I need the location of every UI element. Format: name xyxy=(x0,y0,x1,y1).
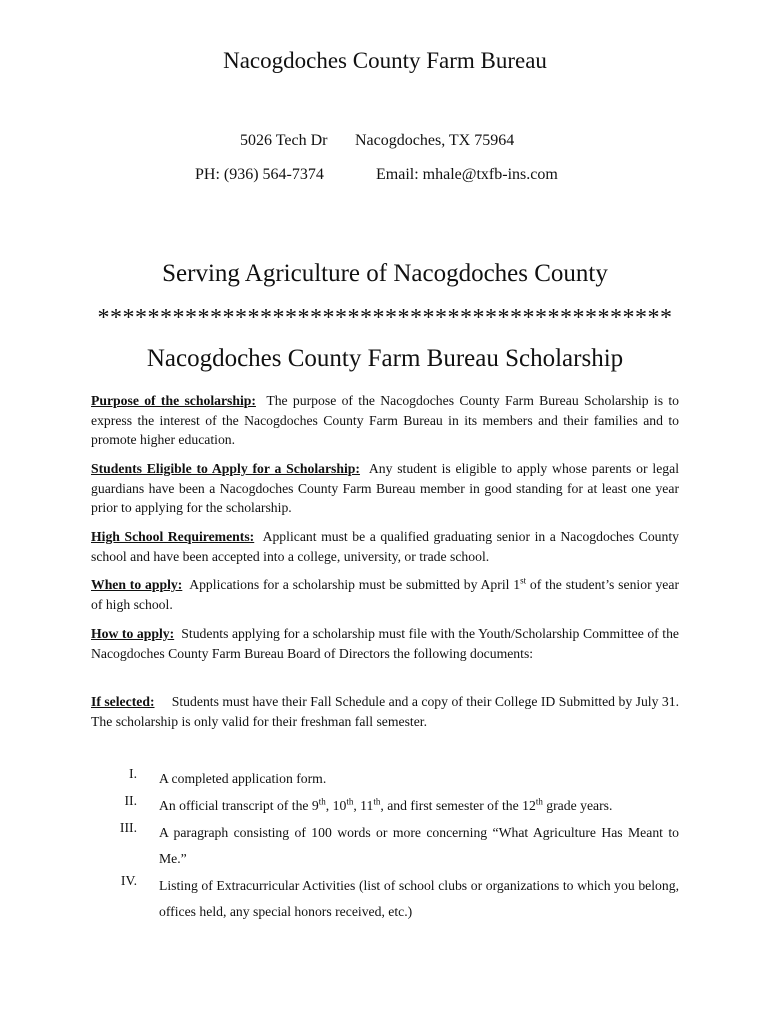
email-address: Email: mhale@txfb-ins.com xyxy=(376,166,558,183)
section-text: Students must have their Fall Schedule and a copy of their College ID Submitted by July 31. The scholarship is only valid for their freshman fall semester. xyxy=(91,694,679,729)
phone-number: PH: (936) 564-7374 xyxy=(195,166,324,183)
ordinal-suffix: st xyxy=(520,575,527,586)
item-text: An official transcript of the 9th, 10th, 11th, and first semester of the 12th grade years. xyxy=(159,796,613,813)
section-label: When to apply: xyxy=(91,577,183,592)
item-text: A paragraph consisting of 100 words or more concerning “What Agriculture Has Meant to Me.” xyxy=(159,825,679,866)
item-text: A completed application form. xyxy=(159,771,327,786)
section-label: Purpose of the scholarship: xyxy=(91,393,256,408)
item-number: III. xyxy=(119,820,137,835)
section-eligibility xyxy=(91,459,679,518)
section-purpose xyxy=(91,391,679,450)
item-number: II. xyxy=(124,793,137,808)
section-text: Applications for a scholarship must be submitted by April 1 xyxy=(189,577,521,592)
section-text: Applicant must be a qualified graduating senior in a Nacogdoches County school and have been accepted into a college, university, or trade school. xyxy=(91,529,679,564)
section-text: Any student is eligible to apply whose parents or legal guardians have been a Nacogdoches County Farm Bureau member in good standing for at least one year prior to applying for the scholarship. xyxy=(91,461,679,515)
street-address: 5026 Tech Dr xyxy=(240,132,328,149)
city-state-zip: Nacogdoches, TX 75964 xyxy=(355,132,515,149)
section-label: High School Requirements: xyxy=(91,529,255,544)
tagline: Serving Agriculture of Nacogdoches County xyxy=(162,260,608,287)
section-text-cont: of the student’s senior year of high school. xyxy=(91,577,679,612)
section-how-to-apply xyxy=(91,624,679,663)
organization-title: Nacogdoches County Farm Bureau xyxy=(223,48,547,73)
section-if-selected xyxy=(91,692,679,731)
section-requirements xyxy=(91,527,679,566)
section-when-to-apply xyxy=(91,575,679,614)
section-text: The purpose of the Nacogdoches County Farm Bureau Scholarship is to express the interest of the Nacogdoches County Farm Bureau in its members and their families and to promote higher education. xyxy=(91,393,679,447)
item-text: Listing of Extracurricular Activities (list of school clubs or organizations to which you belong, offices held, any special honors received, etc.) xyxy=(159,878,679,919)
section-label: How to apply: xyxy=(91,626,175,641)
section-text: Students applying for a scholarship must file with the Youth/Scholarship Committee of the Nacogdoches County Farm Bureau Board of Directors the following documents: xyxy=(91,626,679,661)
star-divider: ********************************************** xyxy=(97,305,673,331)
item-number: I. xyxy=(129,766,137,781)
item-number: IV. xyxy=(120,873,137,888)
section-label: If selected: xyxy=(91,694,155,709)
section-label: Students Eligible to Apply for a Scholarship: xyxy=(91,461,360,476)
scholarship-heading: Nacogdoches County Farm Bureau Scholarship xyxy=(146,345,624,372)
